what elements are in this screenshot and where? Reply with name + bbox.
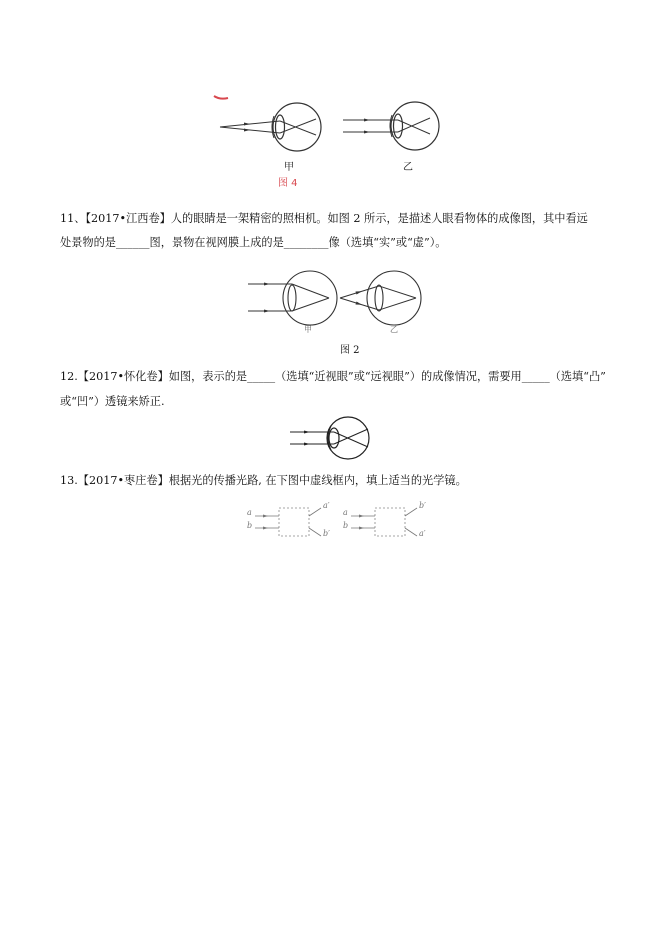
figure-2: [244, 265, 424, 360]
ray-out-2: [405, 528, 417, 536]
arrow-icon: [263, 515, 268, 518]
dashed-box: [375, 508, 405, 536]
figure-2-label-right: 乙: [390, 325, 398, 334]
ray-left-3: [280, 121, 316, 135]
arrow-icon: [244, 129, 250, 132]
label-a-in: a: [247, 508, 252, 517]
figure-q13-box-2: [340, 501, 430, 540]
ray-a-out: [309, 508, 321, 516]
figure-4-drawing: [210, 92, 460, 192]
label-b-in: b: [247, 521, 253, 530]
label-out-bottom: a′: [419, 529, 426, 538]
ray-right-3: [379, 286, 416, 298]
arrow-icon: [263, 527, 268, 530]
eye-ball-left: [273, 103, 321, 151]
arrow-icon: [304, 431, 310, 434]
ray-left-4: [280, 119, 316, 133]
crop-mark: [214, 96, 228, 99]
question-12-line-1: 12.【2017•怀化卷】如图，表示的是_____（选填“近视眼”或“远视眼”）的成像情况，需要用_____（选填“凸”: [60, 370, 606, 383]
ray-out-1: [405, 508, 417, 516]
eye-lens-left: [276, 115, 285, 139]
dashed-box: [279, 508, 309, 536]
figure-2-drawing: [244, 265, 424, 360]
arrow-icon: [364, 131, 370, 134]
figure-4: [210, 92, 460, 192]
figure-q13-box-1: [246, 501, 336, 540]
eye-lens: [329, 428, 339, 448]
figure-4-label-right: 乙: [403, 162, 413, 173]
label-b-in: b: [343, 521, 349, 530]
question-13-line-1: 13.【2017•枣庄卷】根据光的传播光路, 在下图中虚线框内，填上适当的光学镜。: [60, 474, 467, 487]
arrow-icon: [264, 310, 270, 313]
eye-ball-right: [391, 102, 439, 150]
ray-b-out: [309, 528, 321, 536]
eye-lens-right: [375, 285, 383, 311]
eye-lens-right: [394, 114, 403, 138]
ray-left-4: [292, 298, 329, 311]
figure-4-label-left: 甲: [284, 162, 294, 173]
label-a-in: a: [343, 508, 348, 517]
figure-q12-drawing: [288, 416, 378, 462]
arrow-icon: [356, 302, 363, 305]
arrow-icon: [264, 283, 270, 286]
question-12-line-2: 或“凹”）透镜来矫正.: [60, 395, 165, 408]
question-11-line-2: 处景物的是______图，景物在视网膜上成的是________像（选填“实”或“虚”）。: [60, 236, 447, 249]
label-b-out: b′: [323, 529, 330, 538]
figure-2-caption: 图 2: [340, 345, 360, 356]
arrow-icon: [244, 123, 250, 126]
eye-lens-left: [288, 285, 296, 311]
arrow-icon: [364, 119, 370, 122]
figure-2-label-left: 甲: [304, 325, 312, 334]
arrow-icon: [359, 515, 364, 518]
arrow-icon: [304, 443, 310, 446]
figure-4-caption: 图 4: [278, 178, 298, 189]
figure-q12: [288, 416, 378, 462]
question-11-line-1: 11、【2017•江西卷】人的眼睛是一架精密的照相机。如图 2 所示，是描述人眼看物体的成像图，其中看远: [60, 212, 588, 225]
arrow-icon: [359, 527, 364, 530]
figure-q13-box-2-drawing: [340, 504, 430, 540]
ray-left-3: [292, 284, 329, 298]
ray-right-4: [379, 298, 416, 310]
arrow-icon: [356, 291, 363, 294]
label-a-out: a′: [323, 501, 330, 510]
label-out-top: b′: [419, 501, 426, 510]
